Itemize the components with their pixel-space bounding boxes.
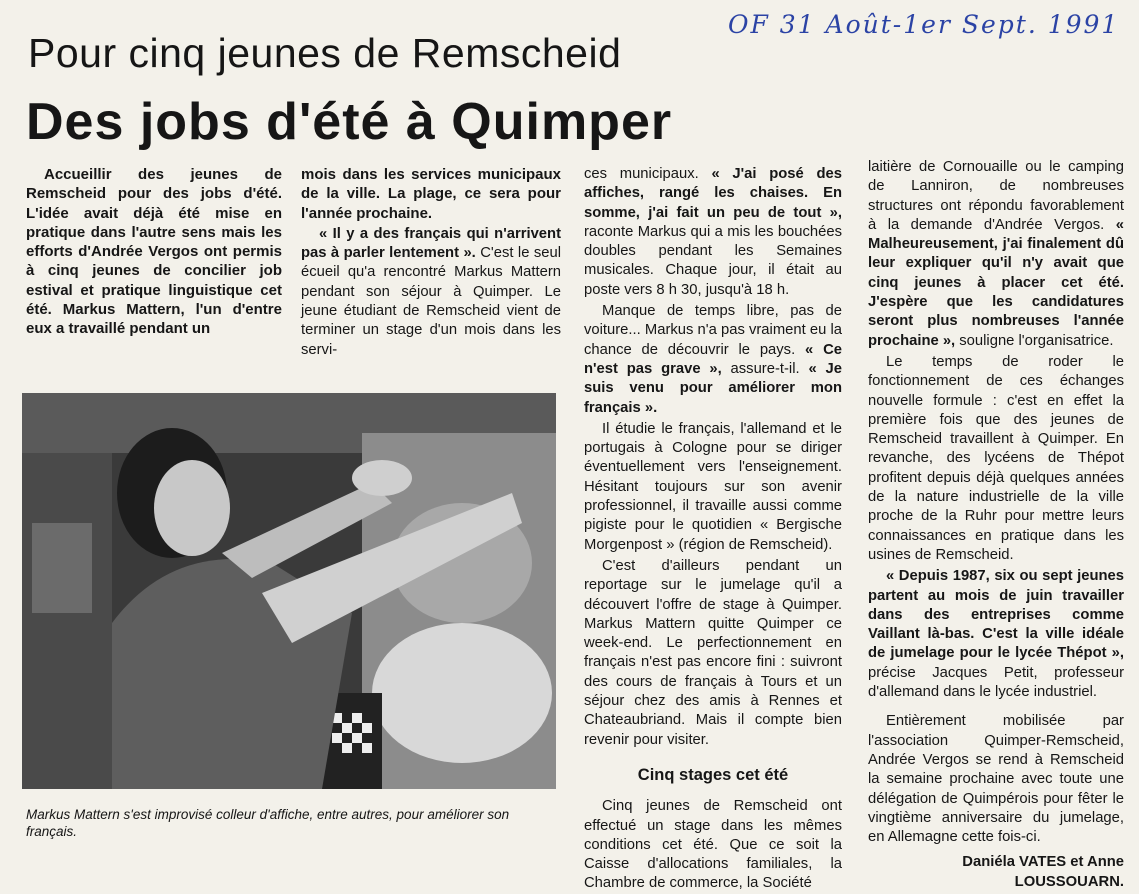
quote-text: « Il y a des français qui n'arrivent pas à parler lentement ». xyxy=(301,225,561,262)
quote-text: « Je suis venu pour améliorer mon français ». xyxy=(584,360,842,416)
body-text: Manque de temps libre, pas de voiture... Markus n'a pas vraiment eu la chance de découvrir le pays. xyxy=(584,303,842,358)
quote-text: « Malheureusement, j'ai finalement dû leur expliquer qu'il n'y avait que cinq jeunes à placer cet été. J'espère que les candidatures seront plus nombreuses l'année prochaine », xyxy=(868,216,1124,349)
column-3-paragraph: Cinq jeunes de Remscheid ont effectué un stage dans les mêmes conditions cet été. Que ce soit la Caisse d'allocations familiales, la Chambre de commerce, la Société xyxy=(584,798,842,892)
article-column-1 xyxy=(26,165,282,365)
column-4-paragraph: Le temps de roder le fonctionnement de ces échanges nouvelle formule : c'est en effet la première fois que des jeunes de Remscheid travaillent à Quimper. En revanche, des lycéens de Thépot profitent depuis déjà quelques années de la nature industrielle de la ville proche de la Ruhr pour mettre leurs connaissances en pratique dans les usines de Remscheid. xyxy=(868,353,1124,563)
body-text: raconte Markus qui a mis les bouchées doubles pendant les Semaines musicales. Chaque jour, il était au poste vers 8 h 30, jusqu'à 18 h. xyxy=(584,223,842,298)
column-2-lead: mois dans les services municipaux de la ville. La plage, ce sera pour l'année prochaine. xyxy=(301,166,561,222)
article-signature: Daniéla VATES et Anne LOUSSOUARN. xyxy=(962,854,1124,890)
photo-caption: Markus Mattern s'est improvisé colleur d'affiche, entre autres, pour améliorer son français. xyxy=(26,807,510,839)
handwritten-date-note: OF 31 Août-1er Sept. 1991 xyxy=(728,10,1120,39)
body-text: C'est le seul écueil qu'a rencontré Markus Mattern pendant son séjour à Quimper. Le jeune étudiant de Remscheid vient de terminer un stage d'un mois dans les servi- xyxy=(301,245,561,358)
column-2-paragraph xyxy=(301,225,561,360)
column-4-paragraph xyxy=(868,567,1124,702)
quote-text: « Ce n'est pas grave », xyxy=(584,341,842,377)
column-4-paragraph: Entièrement mobilisée par l'association Quimper-Remscheid, Andrée Vergos se rend à Remscheid la semaine prochaine avec toute une délégation de Quimpérois pour fêter le vingtième anniversaire du jumelage, en Allemagne cette fois-ci. xyxy=(868,713,1124,846)
article-column-4 xyxy=(868,158,1124,890)
article-kicker: Pour cinq jeunes de Remscheid xyxy=(28,30,622,76)
body-text: laitière de Cornouaille ou le camping de Lanniron, de nombreuses structures ont répondu favorablement à la demande d'Andrée Vergos. xyxy=(868,159,1124,233)
article-column-3 xyxy=(584,165,842,892)
column-4-paragraph xyxy=(868,158,1124,351)
body-text: assure-t-il. xyxy=(721,360,800,377)
photo-illustration xyxy=(22,393,556,789)
column-1-paragraph: Accueillir des jeunes de Remscheid pour des jobs d'été. L'idée avait déjà été mise en pratique dans l'autre sens mais les efforts d'Andrée Vergos ont permis à cinq jeunes de concilier job estival et pratique linguistique cet été. Markus Mattern, l'un d'entre eux a travaillé pendant un xyxy=(26,166,282,338)
quote-text: « J'ai posé des affiches, rangé les chaises. En somme, j'ai fait un peu de tout », xyxy=(584,166,842,221)
article-photo xyxy=(22,393,556,789)
column-3-paragraph xyxy=(584,302,842,418)
column-3-paragraph: C'est d'ailleurs pendant un reportage sur le jumelage qu'il a découvert l'offre de stage à Quimper. Markus Mattern quitte Quimper ce week-end. Le perfectionnement en français n'est pas encore fini : suivront des cours de français à Tours et un séjour chez des amis à Rennes et Chateaubriand. Mais il compte bien revenir pour visiter. xyxy=(584,557,842,748)
column-3-paragraph xyxy=(584,165,842,300)
column-3-paragraph: Il étudie le français, l'allemand et le portugais à Cologne pour se diriger éventuellement vers l'enseignement. Hésitant toujours sur son avenir professionnel, il travaille aussi comme pigiste pour le quotidien « Bergische Morgenpost » (région de Remscheid). xyxy=(584,420,842,553)
section-subhead: Cinq stages cet été xyxy=(637,765,789,784)
article-column-2 xyxy=(301,165,561,365)
quote-text: « Depuis 1987, six ou sept jeunes partent au mois de juin travailler dans des entreprises comme Vaillant là-bas. C'est la ville idéale de jumelage pour le lycée Thépot », xyxy=(868,568,1124,662)
body-text: ces municipaux. xyxy=(584,166,699,182)
article-headline: Des jobs d'été à Quimper xyxy=(26,93,673,151)
body-text: précise Jacques Petit, professeur d'allemand dans le lycée industriel. xyxy=(868,664,1124,701)
body-text: souligne l'organisatrice. xyxy=(955,332,1114,349)
